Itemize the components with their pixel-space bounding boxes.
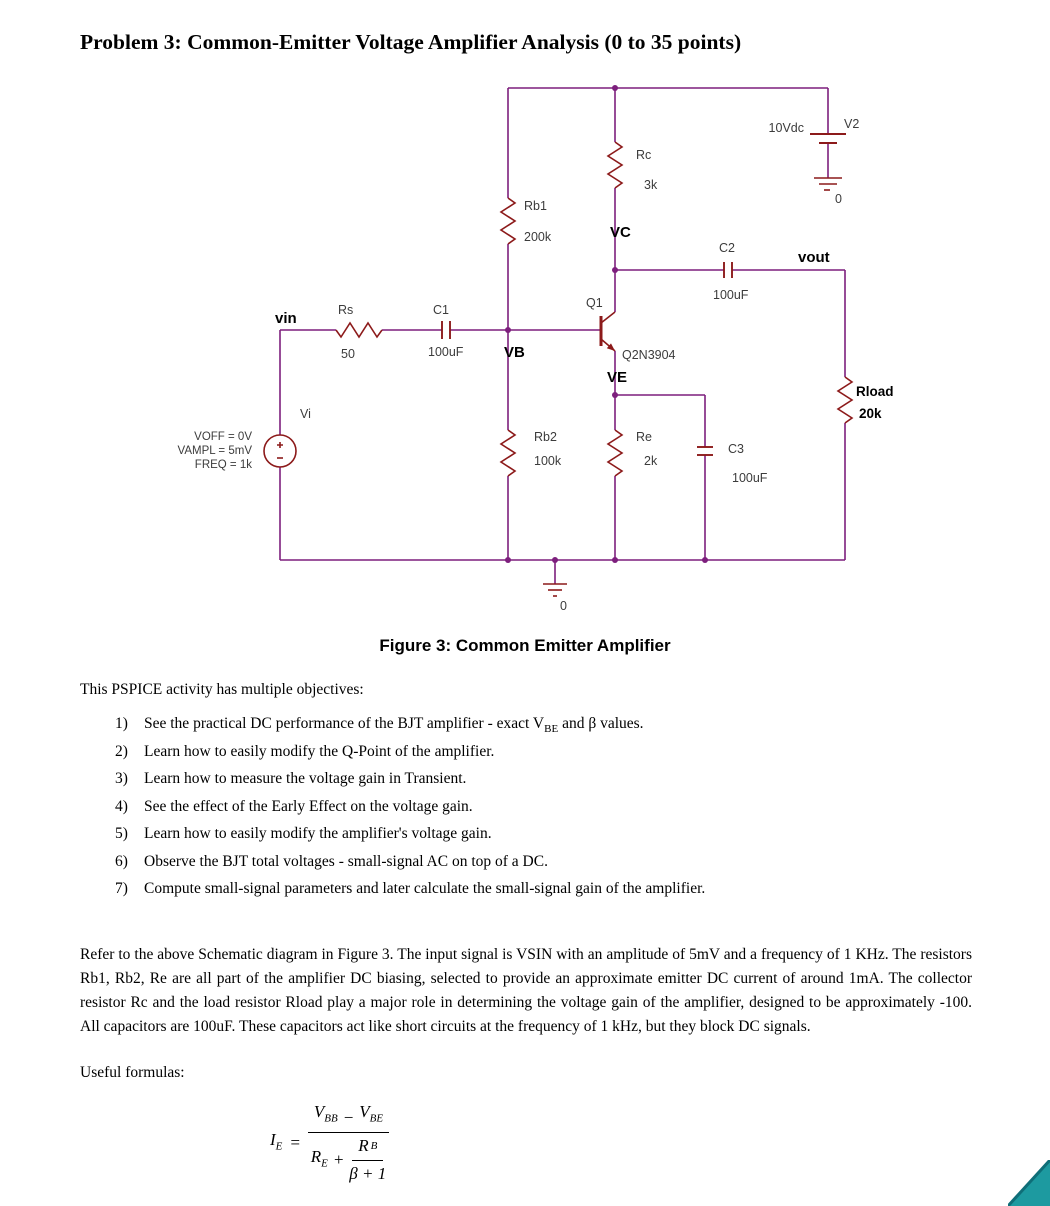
resistor-rb2 (501, 430, 562, 476)
q1-model: Q2N3904 (622, 348, 676, 362)
objective-item-4 (80, 793, 972, 821)
objective-item-1 (80, 710, 972, 738)
objective-number: 7) (115, 880, 128, 897)
page-title: Problem 3: Common-Emitter Voltage Amplifier Analysis (0 to 35 points) (80, 30, 742, 54)
objective-number: 6) (115, 852, 128, 870)
vi-label: Vi (300, 407, 311, 421)
objective-text: Learn how to easily modify the amplifier's voltage gain. (144, 825, 492, 842)
ground-v2-label: 0 (835, 192, 842, 206)
rload-value: 20k (859, 406, 882, 421)
plus-icon (277, 442, 283, 448)
c1-label: C1 (433, 303, 449, 317)
capacitor-c3 (697, 442, 768, 485)
formula-numerator: $V_{BB}$ − $V_{BE}$ (308, 1100, 389, 1133)
ground-main (543, 584, 567, 613)
node-vc: VC (610, 224, 631, 241)
objective-text: See the effect of the Early Effect on the voltage gain. (144, 797, 473, 815)
transistor-q1 (586, 296, 676, 362)
net-labels (275, 224, 830, 386)
rs-label: Rs (338, 303, 354, 317)
objective-item-2 (80, 738, 972, 766)
objective-text: Learn how to measure the voltage gain in Transient. (144, 770, 467, 787)
rc-label: Rc (636, 148, 652, 162)
c3-label: C3 (728, 442, 744, 456)
schematic-figure (0, 70, 1050, 645)
vi-voff: VOFF = 0V (194, 431, 252, 443)
c2-value: 100uF (713, 288, 749, 302)
re-value: 2k (644, 454, 658, 468)
formula-fraction (308, 1100, 389, 1186)
objective-item-5 (80, 820, 972, 848)
c1-value: 100uF (428, 345, 464, 359)
rb1-value: 200k (524, 230, 552, 244)
resistor-rload (838, 377, 894, 423)
source-vi (178, 407, 311, 471)
objective-number: 1) (115, 715, 128, 732)
junction-dots (505, 85, 708, 563)
sine-source-icon (264, 435, 296, 467)
objective-number: 5) (115, 825, 128, 842)
objective-number: 4) (115, 797, 128, 815)
re-label: Re (636, 430, 652, 444)
vi-freq: FREQ = 1k (194, 459, 252, 471)
emitter-current-formula (270, 1100, 972, 1186)
node-vin: vin (275, 310, 297, 327)
circuit-wires (280, 88, 845, 584)
description-paragraph: Refer to the above Schematic diagram in Figure 3. The input signal is VSIN with an amplitude of 5mV and a frequency of 1 KHz. The resistors Rb1, Rb2, Re are all part of the amplifier DC biasing, selected to provide an approximate emitter DC current of around 1mA. The collector resistor Rc and the load resistor Rload play a major role in determining the voltage gain of the amplifier, designed to be approximately -100. All capacitors are 100uF. These capacitors act like short circuits at the frequency of 1 kHz, but they block DC signals. (80, 945, 972, 1035)
objective-item-7 (80, 875, 972, 903)
resistor-rb1 (501, 198, 552, 244)
q1-label: Q1 (586, 296, 603, 310)
c2-label: C2 (719, 241, 735, 255)
capacitor-c1 (428, 303, 464, 359)
objective-item-6 (80, 848, 972, 876)
objectives-list (80, 710, 972, 903)
objective-text: See the practical DC performance of the BJT amplifier - exact $V_{BE}$ and β values. (144, 715, 644, 736)
body-content (80, 678, 972, 1186)
figure-caption: Figure 3: Common Emitter Amplifier (379, 636, 671, 655)
rb1-label: Rb1 (524, 199, 547, 213)
page-corner-accent (1008, 1160, 1050, 1206)
rs-value: 50 (341, 347, 355, 361)
formula-denominator: $R_E$ + R B β + 1 (311, 1133, 387, 1186)
formula-equals: = (289, 1133, 301, 1153)
rb2-label: Rb2 (534, 430, 557, 444)
node-ve: VE (607, 369, 628, 386)
rload-label: Rload (856, 384, 894, 399)
source-v2 (769, 117, 860, 143)
objective-item-3 (80, 765, 972, 793)
v2-value: 10Vdc (768, 121, 804, 135)
resistor-rc (608, 142, 658, 192)
c3-value: 100uF (732, 471, 768, 485)
objective-number: 2) (115, 742, 128, 760)
objective-number: 3) (115, 770, 128, 787)
objective-text: Compute small-signal parameters and later calculate the small-signal gain of the amplifier. (144, 880, 706, 897)
objective-text: Observe the BJT total voltages - small-signal AC on top of a DC. (144, 852, 548, 870)
objective-text: Learn how to easily modify the Q-Point of the amplifier. (144, 742, 495, 760)
resistor-re (608, 430, 658, 476)
ground-main-label: 0 (560, 599, 567, 613)
formula-inner-fraction: R B β + 1 (349, 1136, 387, 1184)
vi-vampl: VAMPL = 5mV (177, 445, 252, 457)
objectives-intro: This PSPICE activity has multiple objectives: (80, 681, 364, 698)
rb2-value: 100k (534, 454, 562, 468)
resistor-rs (336, 303, 382, 361)
ground-v2 (814, 178, 842, 206)
formulas-label: Useful formulas: (80, 1063, 185, 1081)
rc-value: 3k (644, 178, 658, 192)
node-vb: VB (504, 344, 525, 361)
node-vout: vout (798, 249, 830, 266)
v2-label: V2 (844, 117, 860, 131)
capacitor-c2 (713, 241, 749, 302)
formula-lhs: $I_E$ (270, 1130, 283, 1153)
